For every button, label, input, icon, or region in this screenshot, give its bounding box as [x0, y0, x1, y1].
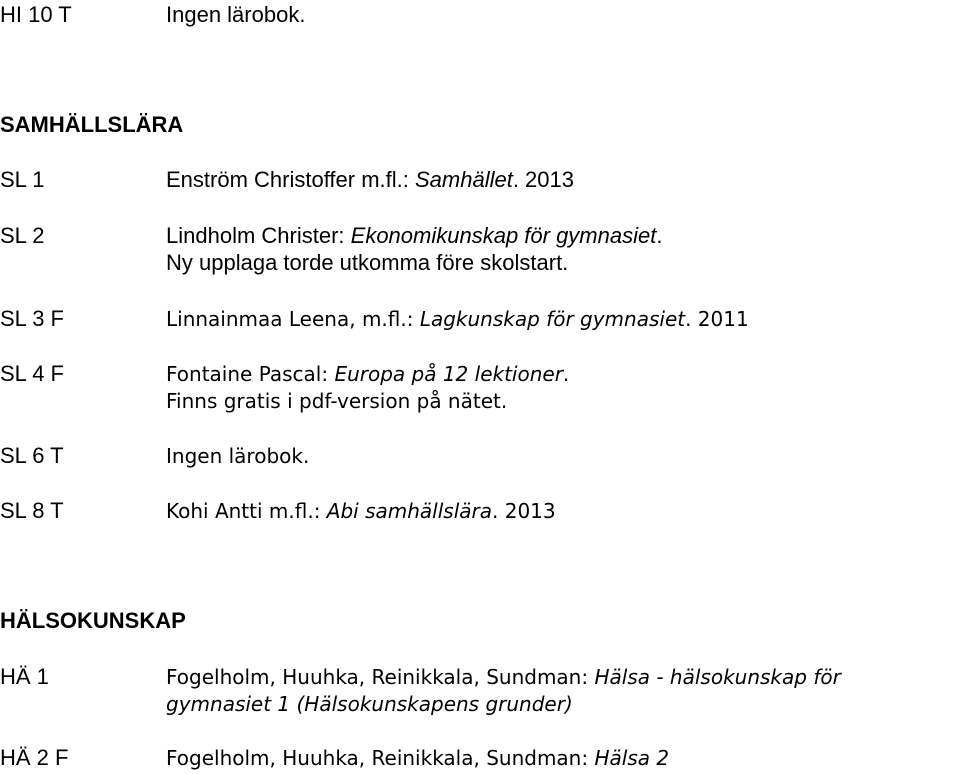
course-code: SL 8 T	[0, 498, 64, 523]
book-info: Kohi Antti m.fl.: Abi samhällslära. 2013	[166, 499, 556, 523]
book-note: Ny upplaga torde utkomma före skolstart.	[166, 250, 569, 275]
book-title-continued: gymnasiet 1 (Hälsokunskapens grunder)	[166, 692, 573, 716]
book-title: Hälsa 2	[594, 746, 670, 770]
book-info: Ingen lärobok.	[166, 444, 310, 468]
course-code: SL 6 T	[0, 443, 64, 468]
book-info: Linnainmaa Leena, m.fl.: Lagkunskap för gymnasiet. 2011	[166, 307, 749, 331]
book-title: Lagkunskap för gymnasiet	[419, 307, 686, 331]
course-code: SL 4 F	[0, 361, 64, 386]
section-heading-samhallslara: SAMHÄLLSLÄRA	[0, 112, 184, 137]
course-code: SL 1	[0, 167, 45, 192]
course-code: SL 2	[0, 223, 45, 248]
book-title: Europa på 12 lektioner	[334, 362, 563, 386]
section-heading-halsokunskap: HÄLSOKUNSKAP	[0, 608, 186, 633]
book-info: Fogelholm, Huuhka, Reinikkala, Sundman: Hälsa 2	[166, 746, 670, 770]
book-info: Fontaine Pascal: Europa på 12 lektioner.	[166, 362, 570, 386]
book-info: Fogelholm, Huuhka, Reinikkala, Sundman: Hälsa - hälsokunskap för	[166, 665, 841, 689]
book-info: Lindholm Christer: Ekonomikunskap för gymnasiet.	[166, 223, 663, 248]
book-info: Enström Christoffer m.fl.: Samhället. 2013	[166, 167, 574, 192]
book-title: Abi samhällslära	[326, 499, 493, 523]
course-code: HI 10 T	[0, 2, 72, 27]
book-title: Ekonomikunskap för gymnasiet	[350, 223, 657, 248]
course-code: HÄ 1	[0, 664, 49, 689]
book-title: Samhället	[414, 167, 513, 192]
book-title: Hälsa - hälsokunskap för	[594, 665, 841, 689]
course-code: SL 3 F	[0, 306, 64, 331]
course-code: HÄ 2 F	[0, 745, 69, 770]
book-info: Ingen lärobok.	[166, 2, 306, 27]
book-note: Finns gratis i pdf-version på nätet.	[166, 389, 508, 413]
